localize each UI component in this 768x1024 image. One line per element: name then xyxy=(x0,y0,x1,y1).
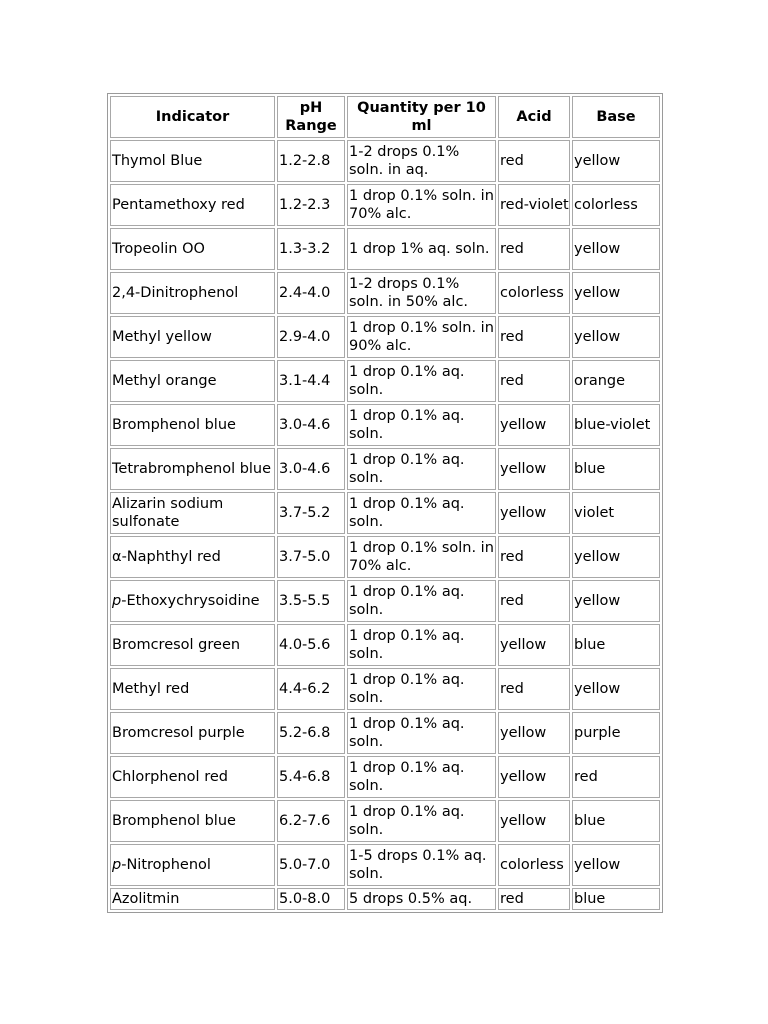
cell-ph-range: 2.9-4.0 xyxy=(277,316,345,358)
indicator-name: Chlorphenol red xyxy=(112,769,228,785)
cell-acid: red xyxy=(498,668,570,710)
cell-base: red xyxy=(572,756,660,798)
cell-quantity: 1 drop 0.1% aq. soln. xyxy=(347,756,496,798)
indicator-name: Azolitmin xyxy=(112,891,180,907)
cell-indicator xyxy=(110,668,275,710)
cell-acid: red xyxy=(498,888,570,910)
cell-quantity: 1 drop 0.1% aq. soln. xyxy=(347,712,496,754)
table-row xyxy=(110,624,660,666)
cell-acid: red xyxy=(498,316,570,358)
cell-acid: yellow xyxy=(498,712,570,754)
table-row xyxy=(110,668,660,710)
indicator-name: Pentamethoxy red xyxy=(112,197,245,213)
table-row xyxy=(110,316,660,358)
cell-quantity: 1 drop 0.1% soln. in 90% alc. xyxy=(347,316,496,358)
cell-ph-range: 4.0-5.6 xyxy=(277,624,345,666)
cell-quantity: 1 drop 0.1% aq. soln. xyxy=(347,668,496,710)
cell-indicator xyxy=(110,316,275,358)
cell-ph-range: 3.0-4.6 xyxy=(277,404,345,446)
cell-acid: colorless xyxy=(498,844,570,886)
table-row xyxy=(110,272,660,314)
cell-base: blue xyxy=(572,624,660,666)
table-row xyxy=(110,888,660,910)
table-row xyxy=(110,492,660,534)
indicator-prefix: p xyxy=(112,857,122,873)
cell-acid: colorless xyxy=(498,272,570,314)
cell-indicator xyxy=(110,624,275,666)
cell-quantity: 1-2 drops 0.1% soln. in 50% alc. xyxy=(347,272,496,314)
cell-base: yellow xyxy=(572,228,660,270)
table-row xyxy=(110,448,660,490)
cell-ph-range: 3.1-4.4 xyxy=(277,360,345,402)
indicator-name: Bromphenol blue xyxy=(112,813,236,829)
cell-base: yellow xyxy=(572,316,660,358)
header-indicator: Indicator xyxy=(110,96,275,138)
table-header-row xyxy=(110,96,660,138)
cell-ph-range: 5.0-7.0 xyxy=(277,844,345,886)
cell-acid: red xyxy=(498,228,570,270)
cell-quantity: 1 drop 0.1% aq. soln. xyxy=(347,580,496,622)
header-quantity: Quantity per 10 ml xyxy=(347,96,496,138)
cell-base: orange xyxy=(572,360,660,402)
table-row xyxy=(110,800,660,842)
cell-ph-range: 1.2-2.3 xyxy=(277,184,345,226)
indicator-prefix: p xyxy=(112,593,122,609)
indicator-name: -Naphthyl red xyxy=(121,549,221,565)
cell-base: yellow xyxy=(572,536,660,578)
cell-acid: yellow xyxy=(498,448,570,490)
cell-indicator xyxy=(110,492,275,534)
cell-ph-range: 3.5-5.5 xyxy=(277,580,345,622)
cell-quantity: 1-5 drops 0.1% aq. soln. xyxy=(347,844,496,886)
table-row xyxy=(110,404,660,446)
cell-base: yellow xyxy=(572,140,660,182)
indicator-name: Bromphenol blue xyxy=(112,417,236,433)
cell-ph-range: 3.0-4.6 xyxy=(277,448,345,490)
cell-quantity: 1 drop 0.1% soln. in 70% alc. xyxy=(347,184,496,226)
table-row xyxy=(110,184,660,226)
cell-ph-range: 3.7-5.0 xyxy=(277,536,345,578)
cell-acid: yellow xyxy=(498,492,570,534)
cell-ph-range: 1.2-2.8 xyxy=(277,140,345,182)
table-row xyxy=(110,756,660,798)
table-row xyxy=(110,140,660,182)
cell-acid: red xyxy=(498,360,570,402)
cell-ph-range: 1.3-3.2 xyxy=(277,228,345,270)
table-row xyxy=(110,712,660,754)
cell-base: blue xyxy=(572,800,660,842)
cell-acid: red xyxy=(498,536,570,578)
cell-base: violet xyxy=(572,492,660,534)
cell-quantity: 1 drop 1% aq. soln. xyxy=(347,228,496,270)
cell-ph-range: 6.2-7.6 xyxy=(277,800,345,842)
indicator-name: Tropeolin OO xyxy=(112,241,205,257)
table-row xyxy=(110,536,660,578)
cell-acid: red xyxy=(498,140,570,182)
cell-base: yellow xyxy=(572,580,660,622)
header-acid: Acid xyxy=(498,96,570,138)
cell-indicator xyxy=(110,360,275,402)
indicator-name: Thymol Blue xyxy=(112,153,203,169)
cell-ph-range: 5.0-8.0 xyxy=(277,888,345,910)
cell-ph-range: 3.7-5.2 xyxy=(277,492,345,534)
indicator-name: -Nitrophenol xyxy=(121,857,211,873)
cell-indicator xyxy=(110,536,275,578)
indicator-name: -Ethoxychrysoidine xyxy=(121,593,260,609)
cell-indicator xyxy=(110,844,275,886)
indicator-name: Bromcresol purple xyxy=(112,725,245,741)
cell-quantity: 1 drop 0.1% aq. soln. xyxy=(347,404,496,446)
cell-base: yellow xyxy=(572,272,660,314)
cell-quantity: 1 drop 0.1% aq. soln. xyxy=(347,360,496,402)
cell-indicator xyxy=(110,580,275,622)
cell-base: blue xyxy=(572,448,660,490)
table-row xyxy=(110,844,660,886)
indicator-prefix: α xyxy=(112,549,122,565)
cell-indicator xyxy=(110,404,275,446)
cell-ph-range: 5.2-6.8 xyxy=(277,712,345,754)
cell-indicator xyxy=(110,756,275,798)
indicator-name: 2,4-Dinitrophenol xyxy=(112,285,239,301)
cell-acid: red-violet xyxy=(498,184,570,226)
cell-ph-range: 5.4-6.8 xyxy=(277,756,345,798)
indicator-name: Bromcresol green xyxy=(112,637,241,653)
cell-indicator xyxy=(110,228,275,270)
cell-ph-range: 2.4-4.0 xyxy=(277,272,345,314)
cell-quantity: 1 drop 0.1% soln. in 70% alc. xyxy=(347,536,496,578)
cell-indicator xyxy=(110,140,275,182)
header-ph-range: pH Range xyxy=(277,96,345,138)
cell-indicator xyxy=(110,184,275,226)
cell-base: purple xyxy=(572,712,660,754)
indicator-name: Methyl orange xyxy=(112,373,217,389)
cell-acid: yellow xyxy=(498,404,570,446)
cell-acid: yellow xyxy=(498,624,570,666)
cell-indicator xyxy=(110,712,275,754)
cell-acid: yellow xyxy=(498,800,570,842)
table-row xyxy=(110,360,660,402)
cell-quantity: 5 drops 0.5% aq. xyxy=(347,888,496,910)
cell-acid: yellow xyxy=(498,756,570,798)
cell-quantity: 1 drop 0.1% aq. soln. xyxy=(347,492,496,534)
indicator-name: Tetrabromphenol blue xyxy=(112,461,272,477)
cell-quantity: 1-2 drops 0.1% soln. in aq. xyxy=(347,140,496,182)
indicator-table xyxy=(107,93,663,913)
header-base: Base xyxy=(572,96,660,138)
table-row xyxy=(110,228,660,270)
cell-base: yellow xyxy=(572,668,660,710)
cell-indicator xyxy=(110,272,275,314)
cell-ph-range: 4.4-6.2 xyxy=(277,668,345,710)
table-row xyxy=(110,580,660,622)
cell-base: yellow xyxy=(572,844,660,886)
cell-quantity: 1 drop 0.1% aq. soln. xyxy=(347,800,496,842)
indicator-name: Methyl red xyxy=(112,681,190,697)
cell-base: blue-violet xyxy=(572,404,660,446)
cell-indicator xyxy=(110,800,275,842)
indicator-name: Alizarin sodium sulfonate xyxy=(112,496,224,530)
table-body xyxy=(110,140,660,910)
cell-acid: red xyxy=(498,580,570,622)
indicator-name: Methyl yellow xyxy=(112,329,212,345)
cell-base: colorless xyxy=(572,184,660,226)
cell-base: blue xyxy=(572,888,660,910)
cell-indicator xyxy=(110,888,275,910)
cell-indicator xyxy=(110,448,275,490)
cell-quantity: 1 drop 0.1% aq. soln. xyxy=(347,448,496,490)
cell-quantity: 1 drop 0.1% aq. soln. xyxy=(347,624,496,666)
